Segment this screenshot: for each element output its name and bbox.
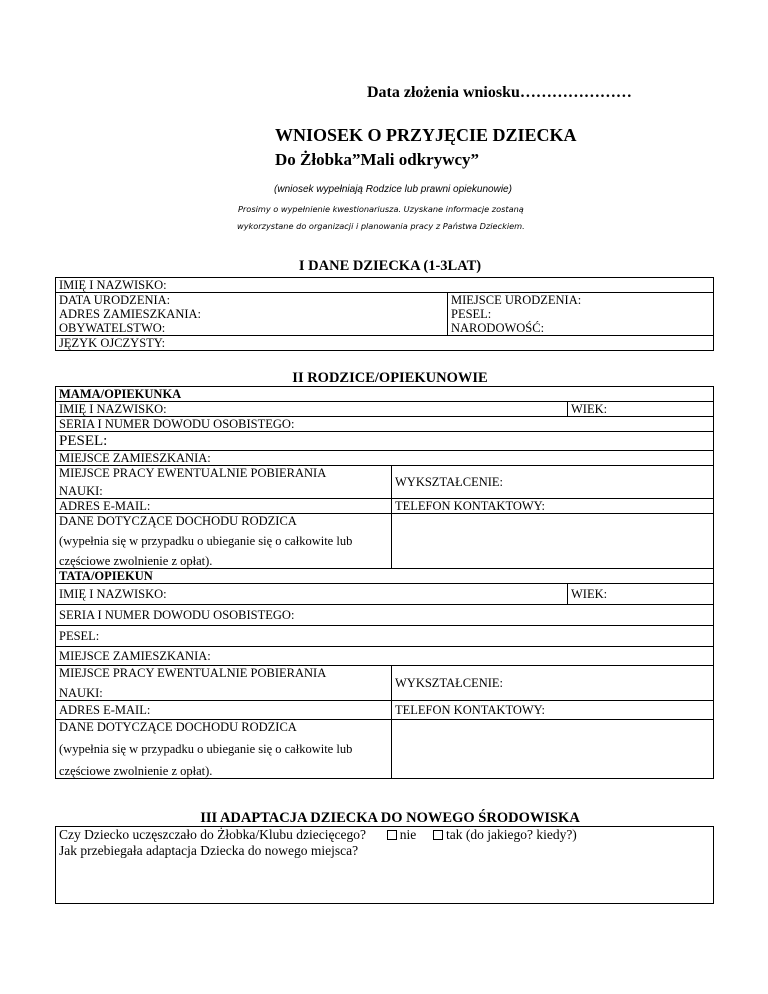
mother-pesel-field[interactable]	[56, 432, 714, 451]
no-checkbox[interactable]	[387, 830, 397, 840]
child-language-field[interactable]	[56, 336, 714, 351]
section-3-heading: III ADAPTACJA DZIECKA DO NOWEGO ŚRODOWISKA	[200, 810, 580, 826]
child-details-right	[448, 293, 714, 336]
father-income-label-3: częściowe zwolnienie z opłat).	[59, 764, 213, 778]
father-email-field[interactable]	[56, 701, 392, 720]
mother-email-label: ADRES E-MAIL:	[59, 499, 151, 513]
section-1-heading: I DANE DZIECKA (1-3LAT)	[298, 258, 482, 274]
mother-education-label: WYKSZTAŁCENIE:	[395, 475, 504, 489]
father-income-value[interactable]	[392, 720, 714, 779]
mother-id-field[interactable]	[56, 417, 714, 432]
mother-address-field[interactable]	[56, 451, 714, 466]
parents-note: (wniosek wypełniają Rodzice lub prawni opiekunowie)	[274, 184, 512, 195]
mother-name-field[interactable]	[56, 402, 568, 417]
father-pesel-field[interactable]	[56, 626, 714, 647]
mother-phone-field[interactable]	[392, 499, 714, 514]
child-name-field[interactable]	[56, 278, 714, 293]
child-details-left	[56, 293, 448, 336]
child-data-table	[55, 277, 714, 351]
request-note-line-1: Prosimy o wypełnienie kwestionariusza. Uzyskane informacje zostaną	[238, 204, 524, 214]
father-education-field[interactable]	[392, 666, 714, 701]
mother-phone-label: TELEFON KONTAKTOWY:	[395, 499, 546, 513]
parents-table	[55, 386, 714, 779]
father-name-label: IMIĘ I NAZWISKO:	[59, 587, 167, 601]
father-income-label-1: DANE DOTYCZĄCE DOCHODU RODZICA	[59, 720, 297, 734]
section-2-heading: II RODZICE/OPIEKUNOWIE	[292, 370, 488, 386]
child-citizenship-field[interactable]: OBYWATELSTWO:	[59, 321, 166, 335]
mother-income-label-2: (wypełnia się w przypadku o ubieganie się o całkowite lub	[59, 534, 353, 548]
form-subtitle: Do Żłobka”Mali odkrywcy”	[275, 150, 480, 169]
mother-work-label-2: NAUKI:	[59, 484, 103, 498]
mother-id-label: SERIA I NUMER DOWODU OSOBISTEGO:	[59, 417, 295, 431]
father-email-label: ADRES E-MAIL:	[59, 703, 151, 717]
father-work-label-2: NAUKI:	[59, 686, 103, 700]
mother-work-field[interactable]	[56, 466, 392, 499]
attendance-question: Czy Dziecko uczęszczało do Żłobka/Klubu dziecięcego?	[59, 827, 366, 842]
mother-email-field[interactable]	[56, 499, 392, 514]
attendance-question-row	[59, 827, 710, 843]
father-age-field[interactable]	[568, 584, 714, 605]
mother-income-label-1: DANE DOTYCZĄCE DOCHODU RODZICA	[59, 514, 297, 528]
father-income-label-2: (wypełnia się w przypadku o ubieganie się o całkowite lub	[59, 742, 353, 756]
father-phone-field[interactable]	[392, 701, 714, 720]
child-pesel-field[interactable]: PESEL:	[451, 307, 492, 321]
mother-education-field[interactable]	[392, 466, 714, 499]
mother-name-label: IMIĘ I NAZWISKO:	[59, 402, 167, 416]
yes-checkbox[interactable]	[433, 830, 443, 840]
father-pesel-label: PESEL:	[59, 629, 100, 643]
child-name-label: IMIĘ I NAZWISKO:	[59, 278, 167, 292]
mother-section-title: MAMA/OPIEKUNKA	[56, 387, 714, 402]
father-id-label: SERIA I NUMER DOWODU OSOBISTEGO:	[59, 608, 295, 622]
child-nationality-field[interactable]: NARODOWOŚĆ:	[451, 321, 545, 335]
father-work-field[interactable]	[56, 666, 392, 701]
mother-income-field[interactable]	[56, 514, 392, 569]
adaptation-table	[55, 826, 714, 904]
mother-age-field[interactable]	[568, 402, 714, 417]
mother-address-label: MIEJSCE ZAMIESZKANIA:	[59, 451, 211, 465]
child-language-label: JĘZYK OJCZYSTY:	[59, 336, 166, 350]
mother-income-label-3: częściowe zwolnienie z opłat).	[59, 554, 213, 568]
child-birth-place-field[interactable]: MIEJSCE URODZENIA:	[451, 293, 582, 307]
father-age-label: WIEK:	[571, 587, 608, 601]
mother-work-label-1: MIEJSCE PRACY EWENTUALNIE POBIERANIA	[59, 466, 327, 480]
form-title: WNIOSEK O PRZYJĘCIE DZIECKA	[275, 125, 577, 145]
adaptation-question: Jak przebiegała adaptacja Dziecka do nowego miejsca?	[59, 843, 359, 858]
no-option-label: nie	[399, 827, 417, 842]
father-name-field[interactable]	[56, 584, 568, 605]
child-birth-date-field[interactable]: DATA URODZENIA:	[59, 293, 171, 307]
father-id-field[interactable]	[56, 605, 714, 626]
father-address-label: MIEJSCE ZAMIESZKANIA:	[59, 649, 211, 663]
father-education-label: WYKSZTAŁCENIE:	[395, 676, 504, 690]
mother-age-label: WIEK:	[571, 402, 608, 416]
mother-income-value[interactable]	[392, 514, 714, 569]
father-work-label-1: MIEJSCE PRACY EWENTUALNIE POBIERANIA	[59, 666, 327, 680]
father-address-field[interactable]	[56, 647, 714, 666]
mother-pesel-label: PESEL:	[59, 433, 108, 449]
yes-option-label: tak (do jakiego? kiedy?)	[445, 827, 577, 842]
father-phone-label: TELEFON KONTAKTOWY:	[395, 703, 546, 717]
father-income-field[interactable]	[56, 720, 392, 779]
father-section-title: TATA/OPIEKUN	[56, 569, 714, 584]
child-address-field[interactable]: ADRES ZAMIESZKANIA:	[59, 307, 202, 321]
submission-date-label: Data złożenia wniosku…………………	[367, 84, 632, 101]
request-note-line-2: wykorzystane do organizacji i planowania pracy z Państwa Dzieckiem.	[237, 221, 525, 231]
adaptation-cell	[56, 827, 714, 904]
